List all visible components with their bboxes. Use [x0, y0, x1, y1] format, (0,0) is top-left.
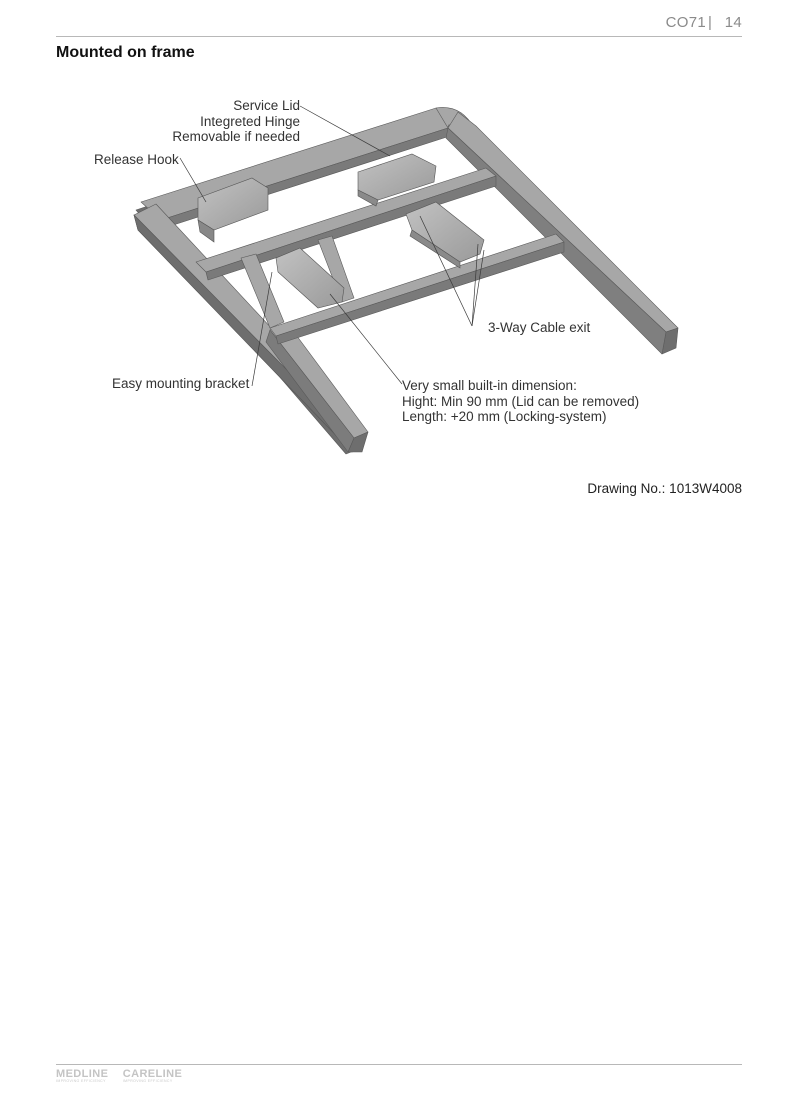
callout-release-hook: Release Hook	[94, 152, 179, 167]
page-number: 14	[724, 14, 742, 31]
callout-service-lid-line-2: Integreted Hinge	[200, 113, 300, 129]
page-header	[666, 14, 742, 31]
actuator-unit	[406, 202, 484, 268]
drawing-number: Drawing No.: 1013W4008	[587, 481, 742, 496]
footer-rule	[56, 1064, 742, 1065]
section-title: Mounted on frame	[56, 44, 195, 61]
callout-service-lid-line-3: Removable if needed	[172, 129, 300, 144]
callout-service-lid-line-1: Service Lid	[233, 98, 300, 113]
callout-dimension-line-3: Length: +20 mm (Locking-system)	[402, 409, 607, 424]
frame-drawing	[56, 80, 746, 470]
header-separator: |	[708, 14, 713, 31]
callout-mounting-bracket: Easy mounting bracket	[112, 376, 250, 391]
careline-logo: CARELINE IMPROVING EFFICIENCY	[122, 1068, 183, 1083]
callout-dimension-line-1: Very small built-in dimension:	[402, 378, 577, 393]
callout-dimension	[402, 378, 639, 425]
footer-logos	[56, 1068, 192, 1086]
callout-dimension-line-2: Hight: Min 90 mm (Lid can be removed)	[402, 393, 640, 409]
medline-logo: MEDLINE IMPROVING EFFICIENCY	[56, 1068, 109, 1083]
callout-service-lid	[146, 98, 300, 145]
document-code: CO71	[665, 14, 707, 31]
header-rule	[56, 36, 742, 37]
callout-cable-exit: 3-Way Cable exit	[488, 320, 591, 335]
